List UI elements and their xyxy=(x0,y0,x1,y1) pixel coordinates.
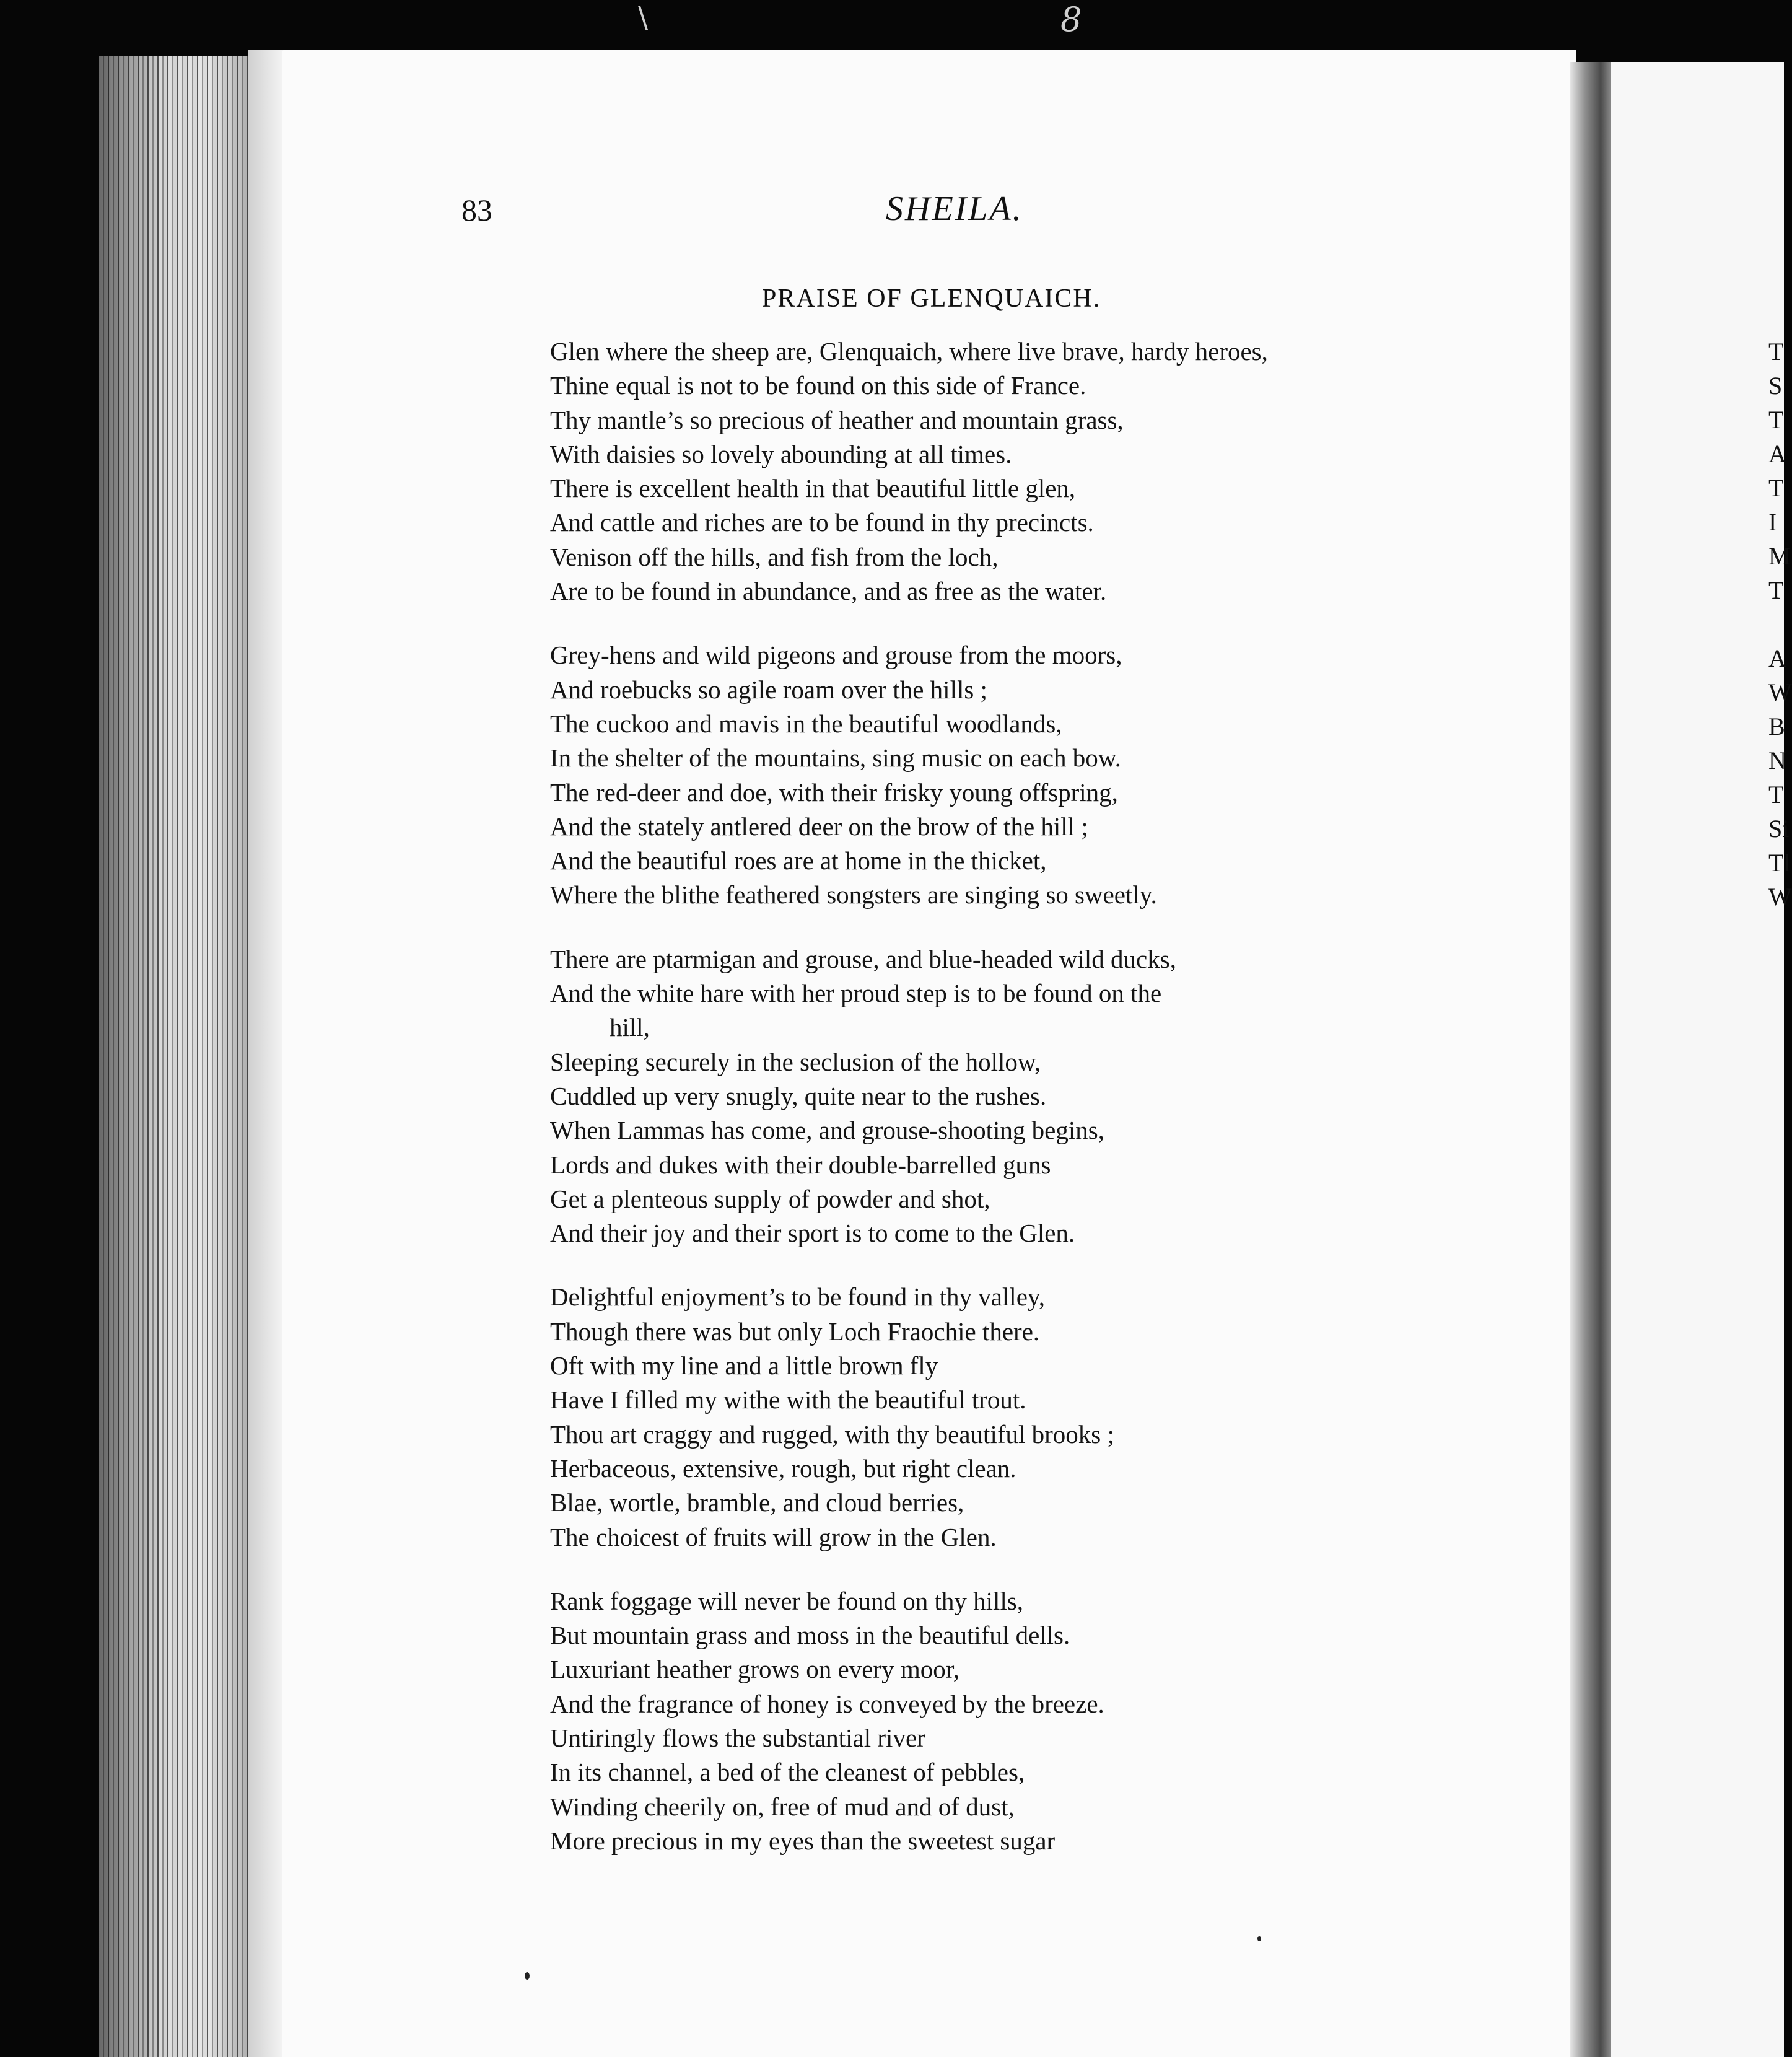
facing-page-letter: T xyxy=(1768,781,1784,809)
facing-page-strip xyxy=(1611,62,1792,2057)
top-tick-mark: \ xyxy=(638,0,649,35)
poem-line: And cattle and riches are to be found in thy precincts. xyxy=(550,508,1094,537)
poem-line: Have I filled my withe with the beautiful trout. xyxy=(550,1385,1026,1414)
poem-line: Herbaceous, extensive, rough, but right clean. xyxy=(550,1454,1016,1483)
poem-line: Cuddled up very snugly, quite near to the rushes. xyxy=(550,1081,1047,1110)
facing-page-letter: I xyxy=(1768,508,1777,536)
poem-line: Sleeping securely in the seclusion of the hollow, xyxy=(550,1047,1041,1076)
poem-line: Thou art craggy and rugged, with thy beautiful brooks ; xyxy=(550,1419,1114,1449)
poem-line: More precious in my eyes than the sweetest sugar xyxy=(550,1826,1056,1855)
facing-page-letter: Tl xyxy=(1768,849,1791,877)
stanza xyxy=(550,638,1492,912)
poem-line: Rank foggage will never be found on thy hills, xyxy=(550,1586,1024,1615)
stanza-gap xyxy=(550,1555,1492,1584)
poem-line: There are ptarmigan and grouse, and blue-headed wild ducks, xyxy=(550,944,1176,973)
ink-speck xyxy=(1257,1936,1261,1941)
poem-line: Blae, wortle, bramble, and cloud berries, xyxy=(550,1488,964,1517)
poem-line: Glen where the sheep are, Glenquaich, where live brave, hardy heroes, xyxy=(550,337,1268,366)
poem-line: hill, xyxy=(610,1013,650,1042)
poem-line: And their joy and their sport is to come to the Glen. xyxy=(550,1219,1075,1248)
poem-line: Thine equal is not to be found on this side of France. xyxy=(550,371,1086,400)
facing-page-letter: W xyxy=(1768,883,1792,911)
poem-line: The cuckoo and mavis in the beautiful woodlands, xyxy=(550,709,1062,738)
facing-page-letter: T xyxy=(1768,576,1784,604)
page-gutter xyxy=(248,50,285,2057)
poem-line: Get a plenteous supply of powder and shot, xyxy=(550,1184,990,1213)
poem-line: And the white hare with her proud step is to be found on the xyxy=(550,979,1162,1008)
stanza-gap xyxy=(550,1250,1492,1280)
poem-line: In the shelter of the mountains, sing music on each bow. xyxy=(550,743,1121,773)
poem-line: And the beautiful roes are at home in the thicket, xyxy=(550,846,1047,875)
top-mark: 8 xyxy=(1060,0,1082,39)
poem-line: And the fragrance of honey is conveyed by the breeze. xyxy=(550,1689,1104,1718)
stanza-gap xyxy=(550,913,1492,942)
facing-page-letter: A xyxy=(1768,644,1786,672)
facing-page-letter: T xyxy=(1768,338,1784,366)
stanza xyxy=(550,1584,1492,1858)
poem-line: Luxuriant heather grows on every moor, xyxy=(550,1655,959,1684)
poem-line: Oft with my line and a little brown fly xyxy=(550,1351,938,1380)
facing-page-gap xyxy=(1768,607,1792,641)
ink-speck xyxy=(525,1972,530,1980)
poem-line: The choicest of fruits will grow in the Glen. xyxy=(550,1522,997,1551)
poem-body xyxy=(550,335,1492,1858)
poem-line: But mountain grass and moss in the beautiful dells. xyxy=(550,1621,1070,1650)
poem-line: Venison off the hills, and fish from the loch, xyxy=(550,542,999,571)
poem-line: Thy mantle’s so precious of heather and mountain grass, xyxy=(550,405,1124,434)
facing-page-letter: Si xyxy=(1768,815,1790,843)
facing-page-letter: T xyxy=(1768,406,1784,434)
poem-line: Grey-hens and wild pigeons and grouse from the moors, xyxy=(550,641,1122,670)
poem-title: PRAISE OF GLENQUAICH. xyxy=(762,284,1101,313)
book-binding-shadow xyxy=(1570,62,1614,2057)
facing-page-letter: S xyxy=(1768,372,1783,400)
stanza xyxy=(550,335,1492,608)
stanza xyxy=(550,1280,1492,1554)
facing-page-letter: T xyxy=(1768,474,1784,502)
poem-line: Winding cheerily on, free of mud and of dust, xyxy=(550,1792,1015,1821)
poem-line: Though there was but only Loch Fraochie there. xyxy=(550,1317,1040,1346)
page-number: 83 xyxy=(461,193,492,227)
poem-line: And roebucks so agile roam over the hills ; xyxy=(550,675,987,704)
stanza-gap xyxy=(550,608,1492,638)
facing-page-letters xyxy=(1768,335,1792,914)
poem-line: The red-deer and doe, with their frisky young offspring, xyxy=(550,778,1118,807)
poem-line: Lords and dukes with their double-barrelled guns xyxy=(550,1150,1051,1179)
poem-line: With daisies so lovely abounding at all times. xyxy=(550,439,1012,468)
poem-line: Untiringly flows the substantial river xyxy=(550,1723,925,1752)
facing-page-letter: A xyxy=(1768,440,1786,468)
poem-line: There is excellent health in that beautiful little glen, xyxy=(550,474,1076,503)
facing-page-letter: N xyxy=(1768,747,1786,774)
stanza xyxy=(550,942,1492,1251)
facing-page-letter: B xyxy=(1768,713,1785,740)
poem-line: Where the blithe feathered songsters are singing so sweetly. xyxy=(550,880,1157,910)
poem-line: When Lammas has come, and grouse-shooting begins, xyxy=(550,1116,1104,1145)
poem-line: And the stately antlered deer on the brow of the hill ; xyxy=(550,812,1088,841)
facing-page-letter: M xyxy=(1768,542,1791,570)
poem-line: Are to be found in abundance, and as free as the water. xyxy=(550,577,1107,606)
poem-line: In its channel, a bed of the cleanest of pebbles, xyxy=(550,1758,1025,1787)
facing-page-letter: W xyxy=(1768,678,1792,706)
poem-line: Delightful enjoyment’s to be found in thy valley, xyxy=(550,1283,1045,1312)
running-head: SHEILA. xyxy=(886,190,1023,228)
